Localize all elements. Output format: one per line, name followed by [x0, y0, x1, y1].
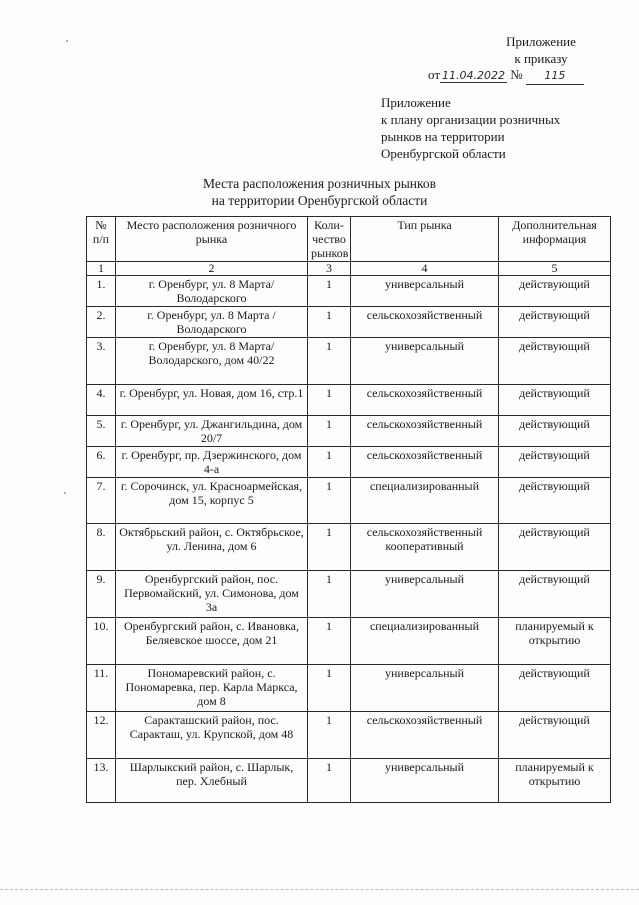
row-number: 7. — [87, 478, 116, 524]
table-row — [87, 307, 611, 338]
header-count: Коли-чество рынков — [308, 217, 351, 262]
row-number: 10. — [87, 618, 116, 665]
row-info: действующий — [499, 571, 611, 618]
table-row — [87, 276, 611, 307]
column-number: 1 — [87, 262, 116, 276]
plan-appendix-line2: к плану организации розничных — [381, 112, 561, 127]
row-number: 3. — [87, 338, 116, 385]
header-place: Место расположения розничного рынка — [116, 217, 308, 262]
table-row — [87, 338, 611, 385]
order-appendix-line1: Приложение — [506, 34, 576, 49]
order-number-handwritten: 115 — [526, 67, 584, 85]
row-place: Пономаревский район, с. Пономаревка, пер. Карла Маркса, дом 8 — [116, 665, 308, 712]
row-count: 1 — [308, 665, 351, 712]
row-number: 2. — [87, 307, 116, 338]
table-row — [87, 478, 611, 524]
row-place: г. Сорочинск, ул. Красноармейская, дом 15, корпус 5 — [116, 478, 308, 524]
table-row — [87, 712, 611, 759]
order-date-handwritten: 11.04.2022 — [442, 69, 505, 82]
row-type: универсальный — [351, 665, 499, 712]
row-place: г. Оренбург, ул. 8 Марта/Володарского — [116, 276, 308, 307]
row-number: 6. — [87, 447, 116, 478]
row-number: 4. — [87, 385, 116, 416]
column-number: 3 — [308, 262, 351, 276]
row-number: 9. — [87, 571, 116, 618]
header-type: Тип рынка — [351, 217, 499, 262]
row-info: действующий — [499, 338, 611, 385]
scan-speck — [66, 40, 68, 42]
row-type: сельскохозяйственный кооперативный — [351, 524, 499, 571]
row-count: 1 — [308, 759, 351, 803]
row-count: 1 — [308, 571, 351, 618]
row-place: г. Оренбург, ул. 8 Марта /Володарского — [116, 307, 308, 338]
table-row — [87, 759, 611, 803]
row-number: 12. — [87, 712, 116, 759]
table-row — [87, 665, 611, 712]
row-number: 11. — [87, 665, 116, 712]
plan-appendix-line3: рынков на территории — [381, 129, 505, 144]
row-number: 5. — [87, 416, 116, 447]
row-info: действующий — [499, 307, 611, 338]
row-info: действующий — [499, 385, 611, 416]
markets-table — [86, 216, 611, 803]
document-title-line1: Места расположения розничных рынков — [203, 176, 436, 191]
row-info: действующий — [499, 416, 611, 447]
row-info: действующий — [499, 524, 611, 571]
column-number: 4 — [351, 262, 499, 276]
row-info: планируемый к открытию — [499, 618, 611, 665]
column-number: 5 — [499, 262, 611, 276]
row-type: сельскохозяйственный — [351, 447, 499, 478]
row-place: Оренбургский район, пос. Первомайский, ул. Симонова, дом 3а — [116, 571, 308, 618]
table-row — [87, 385, 611, 416]
row-place: Оренбургский район, с. Ивановка, Беляевское шоссе, дом 21 — [116, 618, 308, 665]
page-bottom-border — [0, 889, 639, 894]
table-row — [87, 524, 611, 571]
row-place: г. Оренбург, ул. Новая, дом 16, стр.1 — [116, 385, 308, 416]
row-count: 1 — [308, 385, 351, 416]
table-row — [87, 618, 611, 665]
header-info: Дополнительная информация — [499, 217, 611, 262]
row-number: 8. — [87, 524, 116, 571]
row-type: специализированный — [351, 618, 499, 665]
row-type: универсальный — [351, 276, 499, 307]
row-place: Октябрьский район, с. Октябрьское, ул. Ленина, дом 6 — [116, 524, 308, 571]
plan-appendix-line1: Приложение — [381, 95, 451, 110]
row-place: г. Оренбург, ул. 8 Марта/Володарского, дом 40/22 — [116, 338, 308, 385]
row-info: действующий — [499, 447, 611, 478]
row-count: 1 — [308, 618, 351, 665]
row-place: Шарлыкский район, с. Шарлык, пер. Хлебный — [116, 759, 308, 803]
row-info: действующий — [499, 665, 611, 712]
row-count: 1 — [308, 447, 351, 478]
row-info: планируемый к открытию — [499, 759, 611, 803]
row-count: 1 — [308, 338, 351, 385]
row-count: 1 — [308, 307, 351, 338]
row-number: 13. — [87, 759, 116, 803]
plan-appendix-header — [381, 94, 560, 162]
row-info: действующий — [499, 712, 611, 759]
row-place: Саракташский район, пос. Саракташ, ул. Крупской, дом 48 — [116, 712, 308, 759]
scan-speck — [64, 492, 66, 494]
order-number-label: № — [510, 67, 523, 82]
row-count: 1 — [308, 712, 351, 759]
table-row — [87, 571, 611, 618]
document-title-line2: на территории Оренбургской области — [211, 193, 428, 208]
order-appendix-line2: к приказу — [514, 51, 568, 66]
header-number: № п/п — [87, 217, 116, 262]
row-number: 1. — [87, 276, 116, 307]
row-count: 1 — [308, 478, 351, 524]
row-type: универсальный — [351, 759, 499, 803]
row-type: универсальный — [351, 338, 499, 385]
row-type: специализированный — [351, 478, 499, 524]
row-place: г. Оренбург, пр. Дзержинского, дом 4-а — [116, 447, 308, 478]
row-type: сельскохозяйственный — [351, 385, 499, 416]
order-date-prefix: от — [428, 67, 441, 82]
row-type: сельскохозяйственный — [351, 416, 499, 447]
row-count: 1 — [308, 276, 351, 307]
column-number: 2 — [116, 262, 308, 276]
table-row — [87, 416, 611, 447]
row-place: г. Оренбург, ул. Джангильдина, дом 20/7 — [116, 416, 308, 447]
table-header-row — [87, 217, 611, 262]
row-type: универсальный — [351, 571, 499, 618]
plan-appendix-line4: Оренбургской области — [381, 146, 506, 161]
order-appendix-header — [471, 33, 611, 67]
row-count: 1 — [308, 524, 351, 571]
table-row — [87, 447, 611, 478]
document-title — [0, 175, 639, 209]
row-type: сельскохозяйственный — [351, 307, 499, 338]
order-date-number-line — [428, 66, 584, 85]
row-info: действующий — [499, 276, 611, 307]
row-info: действующий — [499, 478, 611, 524]
row-count: 1 — [308, 416, 351, 447]
column-number-row — [87, 262, 611, 276]
row-type: сельскохозяйственный — [351, 712, 499, 759]
